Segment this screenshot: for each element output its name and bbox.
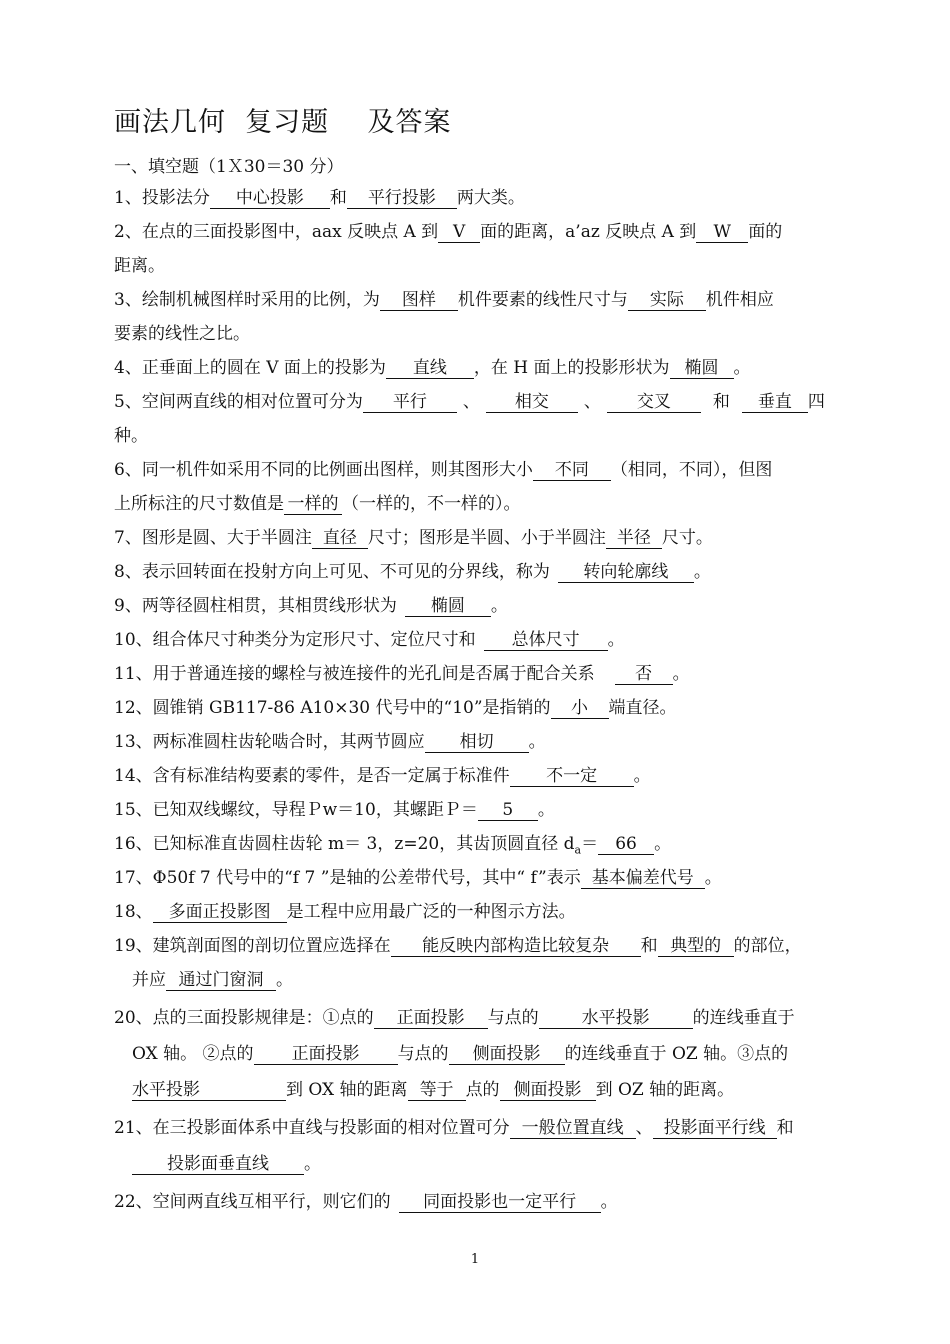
question-2: 2、在点的三面投影图中，aax 反映点 A 到 V 面的距离，a’az 反映点 A 到 W 面的 xyxy=(114,222,783,242)
question-10: 10、组合体尺寸种类分为定形尺寸、定位尺寸和 总体尺寸 。 xyxy=(114,630,625,650)
question-8: 8、表示回转面在投射方向上可见、不可见的分界线，称为 转向轮廓线 。 xyxy=(114,562,711,582)
q4-answer-1: 直线 xyxy=(386,358,474,379)
q3-answer-1: 图样 xyxy=(380,290,458,311)
q11-answer: 否 xyxy=(615,664,673,685)
question-6-cont: 上所标注的尺寸数值是 一样的 （一样的，不一样的）。 xyxy=(114,494,521,514)
q20-answer-7: 侧面投影 xyxy=(500,1080,596,1101)
question-19-cont: 并应 通过门窗洞 。 xyxy=(132,970,293,990)
page-title: 画法几何 复习题 及答案 xyxy=(114,107,452,138)
question-2-cont: 距离。 xyxy=(114,256,165,276)
q17-answer: 基本偏差代号 xyxy=(581,868,705,889)
page-number: 1 xyxy=(470,1252,480,1267)
q19-answer-2: 典型的 xyxy=(658,936,734,957)
section-heading: 一、填空题（1Ｘ30＝30 分） xyxy=(114,157,344,177)
question-20-cont-1: OX 轴。 ②点的 正面投影 与点的 侧面投影 的连线垂直于 OZ 轴。③点的 xyxy=(132,1044,789,1064)
q20-answer-6: 等于 xyxy=(408,1080,466,1101)
question-7: 7、图形是圆、大于半圆注 直径 尺寸；图形是半圆、小于半圆注 半径 尺寸。 xyxy=(114,528,713,548)
q20-answer-3: 正面投影 xyxy=(254,1044,398,1065)
q1-answer-2: 平行投影 xyxy=(347,188,457,209)
q10-answer: 总体尺寸 xyxy=(484,630,608,651)
q5-answer-1: 平行 xyxy=(363,392,457,413)
question-21: 21、在三投影面体系中直线与投影面的相对位置可分 一般位置直线 、 投影面平行线 和 xyxy=(114,1118,794,1138)
question-20-cont-2: 水平投影 到 OX 轴的距离 等于 点的 侧面投影 到 OZ 轴的距离。 xyxy=(132,1080,735,1100)
q20-answer-2: 水平投影 xyxy=(539,1008,693,1029)
question-6: 6、同一机件如采用不同的比例画出图样，则其图形大小 不同 （相同，不同），但图 xyxy=(114,460,773,480)
q3-answer-2: 实际 xyxy=(628,290,706,311)
q18-answer: 多面正投影图 xyxy=(153,902,287,923)
question-5: 5、空间两直线的相对位置可分为 平行 、 相交 、 交叉 和 垂直 四 xyxy=(114,392,825,412)
q13-answer: 相切 xyxy=(425,732,529,753)
question-16: 16、已知标准直齿圆柱齿轮 m＝ 3，z=20，其齿顶圆直径 $d_a= 66$ 。 xyxy=(114,834,672,857)
q20-answer-5: 水平投影 xyxy=(132,1080,286,1101)
question-9: 9、两等径圆柱相贯，其相贯线形状为 椭圆 。 xyxy=(114,596,508,616)
question-11: 11、用于普通连接的螺栓与被连接件的光孔间是否属于配合关系 否 。 xyxy=(114,664,690,684)
q5-answer-4: 垂直 xyxy=(742,392,808,413)
question-4: 4、正垂面上的圆在 V 面上的投影为 直线 ，在 H 面上的投影形状为 椭圆 。 xyxy=(114,358,751,378)
question-15: 15、已知双线螺纹，导程Ｐw＝10，其螺距Ｐ＝ 5 。 xyxy=(114,800,555,820)
q19-answer-3: 通过门窗洞 xyxy=(166,970,276,991)
q6-answer-2: 一样的 xyxy=(284,494,342,515)
question-3-cont: 要素的线性之比。 xyxy=(114,324,250,344)
q22-answer: 同面投影也一定平行 xyxy=(399,1192,601,1213)
q5-answer-3: 交叉 xyxy=(607,392,701,413)
question-20: 20、点的三面投影规律是：①点的 正面投影 与点的 水平投影 的连线垂直于 xyxy=(114,1008,795,1028)
q8-answer: 转向轮廓线 xyxy=(558,562,694,583)
q2-answer-1: V xyxy=(438,222,480,243)
question-22: 22、空间两直线互相平行，则它们的 同面投影也一定平行 。 xyxy=(114,1192,618,1212)
question-12: 12、圆锥销 GB117-86 A10×30 代号中的“10”是指销的 小 端直径。 xyxy=(114,698,677,718)
question-21-cont: 投影面垂直线 。 xyxy=(132,1152,321,1176)
q15-answer: 5 xyxy=(478,800,538,821)
q9-answer: 椭圆 xyxy=(405,596,491,617)
question-1: 1、投影法分 中心投影 和 平行投影 两大类。 xyxy=(114,188,525,208)
q5-answer-2: 相交 xyxy=(486,392,578,413)
q4-answer-2: 椭圆 xyxy=(670,358,734,379)
q16-answer: 66 xyxy=(598,834,654,855)
q20-answer-4: 侧面投影 xyxy=(449,1044,565,1065)
question-17: 17、Φ50f 7 代号中的“f 7 ”是轴的公差带代号，其中“ f”表示 基本偏差代号 。 xyxy=(114,868,722,888)
question-13: 13、两标准圆柱齿轮啮合时，其两节圆应 相切 。 xyxy=(114,732,546,752)
q21-answer-1: 一般位置直线 xyxy=(510,1118,636,1139)
q6-answer-1: 不同 xyxy=(533,460,611,481)
q21-answer-3: 投影面垂直线 xyxy=(132,1154,304,1175)
q2-answer-2: W xyxy=(696,222,748,243)
q19-answer-1: 能反映内部构造比较复杂 xyxy=(391,936,641,957)
q21-answer-2: 投影面平行线 xyxy=(653,1118,777,1139)
q20-answer-1: 正面投影 xyxy=(374,1008,488,1029)
question-19: 19、建筑剖面图的剖切位置应选择在 能反映内部构造比较复杂 和 典型的 的部位， xyxy=(114,936,802,956)
q7-answer-1: 直径 xyxy=(312,528,368,549)
q7-answer-2: 半径 xyxy=(606,528,662,549)
q14-answer: 不一定 xyxy=(510,766,634,787)
question-18: 18、 多面正投影图 是工程中应用最广泛的一种图示方法。 xyxy=(114,902,576,922)
q1-text: 1、投影法分 xyxy=(114,188,210,208)
question-3: 3、绘制机械图样时采用的比例，为 图样 机件要素的线性尺寸与 实际 机件相应 xyxy=(114,290,774,310)
question-5-cont: 种。 xyxy=(114,426,148,446)
q1-answer-1: 中心投影 xyxy=(210,188,330,209)
q12-answer: 小 xyxy=(551,698,609,719)
question-14: 14、含有标准结构要素的零件，是否一定属于标准件 不一定 。 xyxy=(114,766,651,786)
